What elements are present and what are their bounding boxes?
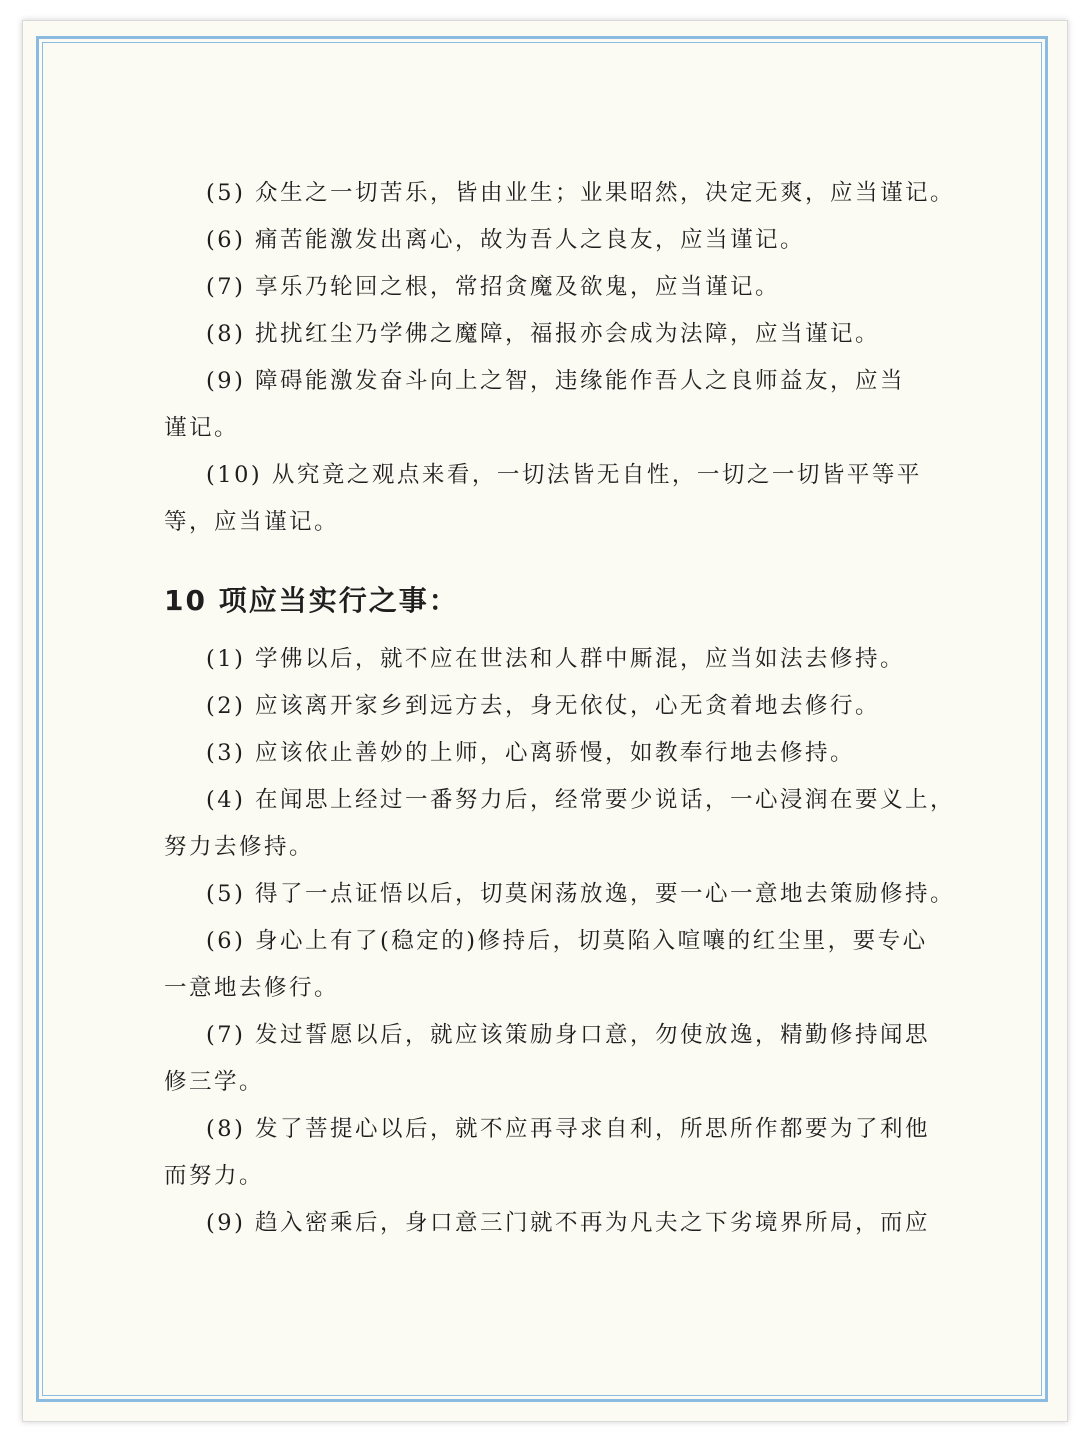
list-item	[164, 730, 909, 777]
list-item-text: (7) 享乐乃轮回之根，常招贪魔及欲鬼，应当谨记。	[206, 274, 781, 300]
list-item-continuation: 等，应当谨记。	[164, 509, 340, 535]
list-item	[164, 311, 909, 358]
list-item-continuation: 一意地去修行。	[164, 975, 340, 1001]
list-item-text: (6) 身心上有了(稳定的)修持后，切莫陷入喧嚷的红尘里，要专心	[206, 928, 928, 954]
list-item-continuation: 努力去修持。	[164, 834, 315, 860]
list-item	[164, 264, 909, 311]
list-item-text: (1) 学佛以后，就不应在世法和人群中厮混，应当如法去修持。	[206, 646, 906, 672]
section-title: 10 项应当实行之事：	[164, 584, 459, 617]
list-item-text: (2) 应该离开家乡到远方去，身无依仗，心无贪着地去修行。	[206, 693, 881, 719]
list-item-text: (3) 应该依止善妙的上师，心离骄慢，如教奉行地去修持。	[206, 740, 856, 766]
list-item-continuation: 而努力。	[164, 1163, 265, 1189]
list-item-continuation: 修三学。	[164, 1069, 265, 1095]
list-item	[164, 871, 956, 918]
list-item	[164, 636, 909, 683]
list-item	[164, 1012, 931, 1106]
list-item-text: (7) 发过誓愿以后，就应该策励身口意，勿使放逸，精勤修持闻思	[206, 1022, 931, 1048]
list-item	[164, 777, 956, 871]
list-item-text: (6) 痛苦能激发出离心，故为吾人之良友，应当谨记。	[206, 227, 806, 253]
list-item	[164, 1200, 931, 1247]
list-item-text: (4) 在闻思上经过一番努力后，经常要少说话，一心浸润在要义上，	[206, 787, 956, 813]
list-item	[164, 170, 956, 217]
list-remember	[164, 170, 956, 546]
list-item-text: (9) 障碍能激发奋斗向上之智，违缘能作吾人之良师益友，应当	[206, 368, 906, 394]
list-practice	[164, 636, 956, 1247]
list-item-text: (8) 扰扰红尘乃学佛之魔障，福报亦会成为法障，应当谨记。	[206, 321, 881, 347]
list-item	[164, 217, 909, 264]
list-item-text: (10) 从究竟之观点来看，一切法皆无自性，一切之一切皆平等平	[206, 462, 922, 488]
list-item	[164, 452, 922, 546]
list-item	[164, 358, 909, 452]
list-item	[164, 1106, 931, 1200]
list-item-text: (8) 发了菩提心以后，就不应再寻求自利，所思所作都要为了利他	[206, 1116, 931, 1142]
list-item-text: (9) 趋入密乘后，身口意三门就不再为凡夫之下劣境界所局，而应	[206, 1210, 931, 1236]
list-item	[164, 683, 909, 730]
list-item-text: (5) 得了一点证悟以后，切莫闲荡放逸，要一心一意地去策励修持。	[206, 881, 956, 907]
list-item-text: (5) 众生之一切苦乐，皆由业生；业果昭然，决定无爽，应当谨记。	[206, 180, 956, 206]
document-body	[164, 170, 956, 1247]
list-item	[164, 918, 928, 1012]
list-item-continuation: 谨记。	[164, 415, 240, 441]
